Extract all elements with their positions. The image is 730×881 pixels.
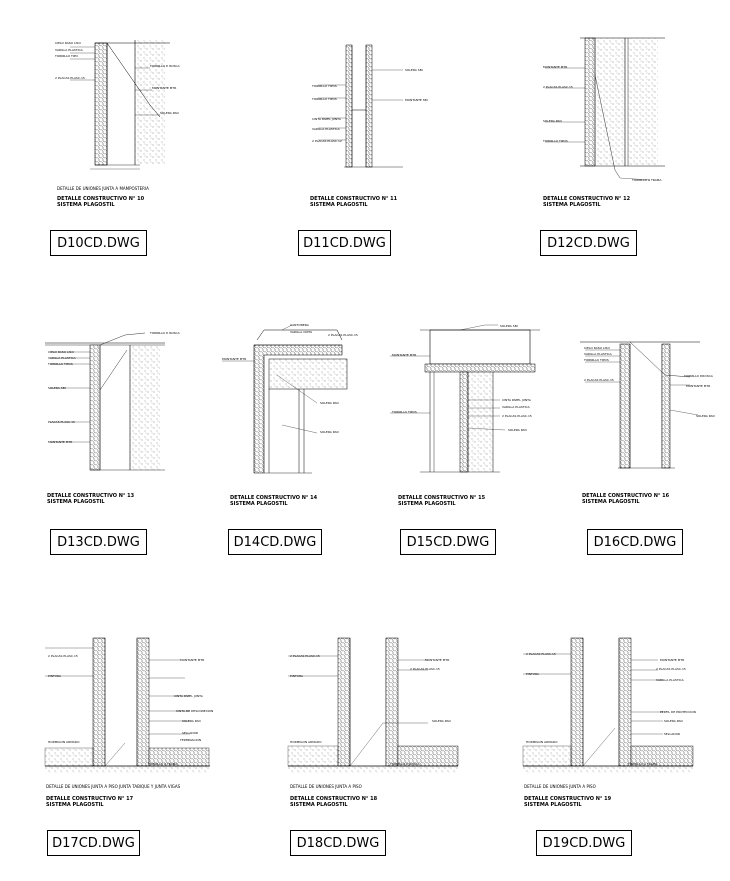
- detail-d11-callout-2: TORNILLO TIPOS: [312, 84, 337, 88]
- detail-d17-callout-1: 2 PLACAS PLASC.15: [48, 654, 78, 658]
- detail-d19-callout-7: SOLERA PAD: [664, 719, 683, 723]
- detail-d11-callout-7: 2 PLACAS PLASC.12: [312, 139, 342, 143]
- detail-d14-callout-2: VARILLA CINTA: [290, 330, 313, 334]
- detail-d10-callout-5: TORNILLO P. ROSCA: [150, 64, 180, 68]
- detail-d14-callout-1: CANTONERA: [290, 323, 309, 327]
- detail-d13-callout-7: MONTANTE MTR: [48, 440, 73, 444]
- detail-d17-callout-5: CINTA DE DESCONEXION: [176, 709, 214, 713]
- detail-d10-note: DETALLE DE UNIONES JUNTA A MAMPOSTERIA: [57, 186, 149, 191]
- detail-d11-callout-1: SOLERA SBI: [405, 68, 423, 72]
- detail-d12-file-label[interactable]: D12CD.DWG: [540, 230, 637, 256]
- detail-d19-callout-9: TORNILLO A TRAMA: [628, 762, 658, 766]
- detail-d19-callout-4: 2 PLACAS PLASC.15: [656, 667, 686, 671]
- detail-d11-title: DETALLE CONSTRUCTIVO N° 11: [310, 196, 398, 202]
- detail-d10-callout-7: SOLERA PAD: [160, 111, 179, 115]
- detail-d15-callout-3: CINTA PAPEL JUNTA: [502, 398, 531, 402]
- detail-d14-callout-6: SOLERA PAD: [320, 430, 339, 434]
- detail-d14-subtitle: SISTEMA PLAGOSTIL: [230, 501, 288, 507]
- detail-d13-title: DETALLE CONSTRUCTIVO N° 13: [47, 493, 135, 499]
- detail-d18-callout-6: TORNILLO P. ROSCA: [390, 762, 420, 766]
- detail-d15-subtitle: SISTEMA PLAGOSTIL: [398, 501, 456, 507]
- detail-d16-subtitle: SISTEMA PLAGOSTIL: [582, 499, 640, 505]
- detail-d17-drawing: [45, 628, 215, 773]
- detail-d18-file-label[interactable]: D18CD.DWG: [290, 830, 386, 856]
- detail-d19-callout-5: VARILLA PLASTICA: [656, 678, 684, 682]
- detail-d10-callout-4: 2 PLACAS PLASC.15: [55, 76, 85, 80]
- detail-d19-callout-6: PERFIL DE PROTECCION: [660, 710, 696, 714]
- detail-d18-drawing: [288, 628, 463, 773]
- detail-d12-callout-4: TORNILLO TIPOS: [543, 139, 568, 143]
- detail-d18-callout-2: MONTANTE MTR: [425, 658, 450, 662]
- detail-d17-subtitle: SISTEMA PLAGOSTIL: [46, 802, 104, 808]
- detail-d13-subtitle: SISTEMA PLAGOSTIL: [47, 499, 105, 505]
- detail-d19-title: DETALLE CONSTRUCTIVO N° 19: [524, 796, 612, 802]
- detail-d13-callout-4: TORNILLO TIPOS: [48, 362, 73, 366]
- detail-d13-callout-3: VARILLA PLASTICA: [48, 356, 76, 360]
- detail-d19-note: DETALLE DE UNIONES JUNTA A PISO: [524, 784, 596, 789]
- detail-d13-callout-5: SOLERA SBI: [48, 386, 66, 390]
- detail-d12-callout-1: MONTANTE MTR: [543, 65, 568, 69]
- detail-d16-callout-4: 2 PLACAS PLASC.15: [584, 378, 614, 382]
- detail-d16-callout-2: VARILLA PLASTICA: [584, 352, 612, 356]
- detail-d16-callout-7: SOLERA PAD: [696, 414, 715, 418]
- detail-d16-title: DETALLE CONSTRUCTIVO N° 16: [582, 493, 670, 499]
- detail-d18-title: DETALLE CONSTRUCTIVO N° 18: [290, 796, 378, 802]
- detail-d17-callout-7: SELLADOR: [182, 731, 199, 735]
- detail-d13-file-label[interactable]: D13CD.DWG: [50, 529, 147, 555]
- detail-d10-callout-1: CIELO RASO LISO: [55, 41, 81, 45]
- detail-d12-title: DETALLE CONSTRUCTIVO N° 12: [543, 196, 631, 202]
- detail-d18-callout-7: HORMIGON ARMADO: [290, 740, 322, 744]
- detail-d12-callout-3: SOLERA PAD: [543, 119, 562, 123]
- detail-d15-callout-6: SOLERA PAD: [508, 428, 527, 432]
- detail-d14-callout-5: SOLERA PAD: [320, 401, 339, 405]
- detail-d19-callout-2: MONTANTE MTR: [660, 658, 685, 662]
- detail-d13-callout-2: CIELO RASO LISO: [48, 350, 74, 354]
- detail-d19-callout-10: HORMIGON ARMADO: [526, 740, 558, 744]
- detail-d15-callout-4: VARILLA PLASTICA: [502, 405, 530, 409]
- detail-d15-callout-7: TORNILLO TIPOS: [392, 410, 417, 414]
- detail-d10-callout-2: VARILLA PLASTICA: [55, 48, 83, 52]
- detail-d16-callout-5: TORNILLO P.ROSCA: [684, 374, 713, 378]
- detail-d18-callout-4: 2 PLACAS PLASC.15: [410, 667, 440, 671]
- detail-d17-callout-8: TERMINACION: [180, 738, 202, 742]
- detail-d11-callout-6: VARILLA PLASTICA: [312, 127, 340, 131]
- detail-d16-file-label[interactable]: D16CD.DWG: [587, 529, 683, 555]
- detail-d12-callout-5: TORNILLO A TRAMA: [632, 178, 662, 182]
- detail-d10-title: DETALLE CONSTRUCTIVO N° 10: [57, 196, 145, 202]
- detail-d18-callout-3: PINTURA: [290, 674, 303, 678]
- detail-d18-note: DETALLE DE UNIONES JUNTA A PISO: [290, 784, 362, 789]
- detail-d10-callout-3: TORNILLO TIPO: [55, 54, 78, 58]
- detail-d14-title: DETALLE CONSTRUCTIVO N° 14: [230, 495, 318, 501]
- detail-d19-subtitle: SISTEMA PLAGOSTIL: [524, 802, 582, 808]
- detail-d11-callout-4: MONTANTE SBI: [405, 98, 428, 102]
- detail-d11-callout-3: TORNILLO TIPOS: [312, 97, 337, 101]
- detail-d16-callout-6: MONTANTE MTR: [686, 384, 711, 388]
- detail-d17-callout-2: MONTANTE MTR: [180, 658, 205, 662]
- detail-d17-callout-10: HORMIGON ARMADO: [48, 740, 80, 744]
- detail-d14-file-label[interactable]: D14CD.DWG: [228, 529, 322, 555]
- detail-d17-callout-4: CINTA PAPEL JUNTA: [174, 694, 203, 698]
- detail-d19-drawing: [523, 628, 698, 773]
- detail-d15-title: DETALLE CONSTRUCTIVO N° 15: [398, 495, 486, 501]
- detail-d10-callout-6: MONTANTE MTR: [152, 86, 177, 90]
- detail-d17-callout-3: PINTURA: [48, 674, 61, 678]
- detail-d12-subtitle: SISTEMA PLAGOSTIL: [543, 202, 601, 208]
- detail-d17-callout-6: SOLERA PAD: [182, 719, 201, 723]
- detail-d15-file-label[interactable]: D15CD.DWG: [400, 529, 496, 555]
- detail-d17-title: DETALLE CONSTRUCTIVO N° 17: [46, 796, 134, 802]
- detail-d14-callout-3: 2 PLACAS PLASC.15: [328, 333, 358, 337]
- detail-d15-callout-2: MONTANTE MTR: [392, 353, 417, 357]
- detail-d18-callout-1: 2 PLACAS PLASC.15: [290, 654, 320, 658]
- detail-d12-callout-2: 2 PLACAS PLASC.15: [543, 85, 573, 89]
- detail-d16-callout-3: TORNILLO TIPOS: [584, 358, 609, 362]
- detail-d10-subtitle: SISTEMA PLAGOSTIL: [57, 202, 115, 208]
- detail-d10-file-label[interactable]: D10CD.DWG: [50, 230, 147, 256]
- detail-d18-subtitle: SISTEMA PLAGOSTIL: [290, 802, 348, 808]
- detail-d19-callout-8: SELLADOR: [664, 732, 681, 736]
- detail-d19-callout-1: 2 PLACAS PLASC.15: [526, 652, 556, 656]
- detail-d15-callout-5: 2 PLACAS PLASC.15: [502, 414, 532, 418]
- detail-d14-drawing: [222, 325, 362, 480]
- detail-d13-callout-6: PLACAS PLASC.15: [48, 420, 75, 424]
- detail-d11-drawing: [308, 40, 448, 180]
- detail-d14-callout-4: MONTANTE MTR: [222, 357, 247, 361]
- detail-d11-file-label[interactable]: D11CD.DWG: [298, 230, 391, 256]
- detail-d15-callout-1: SOLERA SBI: [500, 324, 518, 328]
- detail-d11-callout-5: CINTA PAPEL JUNTA: [312, 117, 341, 121]
- detail-d17-callout-9: TORNILLO A TRAMA: [148, 762, 178, 766]
- detail-d16-callout-1: CIELO RASO LISO: [584, 346, 610, 350]
- detail-d12-drawing: [540, 30, 680, 185]
- detail-d17-file-label[interactable]: D17CD.DWG: [47, 830, 140, 856]
- detail-d17-note: DETALLE DE UNIONES JUNTA A PISO JUNTA TABIQUE Y JUNTA VIGAS: [46, 784, 181, 789]
- detail-d11-subtitle: SISTEMA PLAGOSTIL: [310, 202, 368, 208]
- detail-d13-callout-1: TORNILLO P. ROSCA: [150, 331, 180, 335]
- detail-d18-callout-5: SOLERA PAD: [432, 719, 451, 723]
- detail-d19-callout-3: PINTURA: [526, 672, 539, 676]
- detail-d19-file-label[interactable]: D19CD.DWG: [536, 830, 632, 856]
